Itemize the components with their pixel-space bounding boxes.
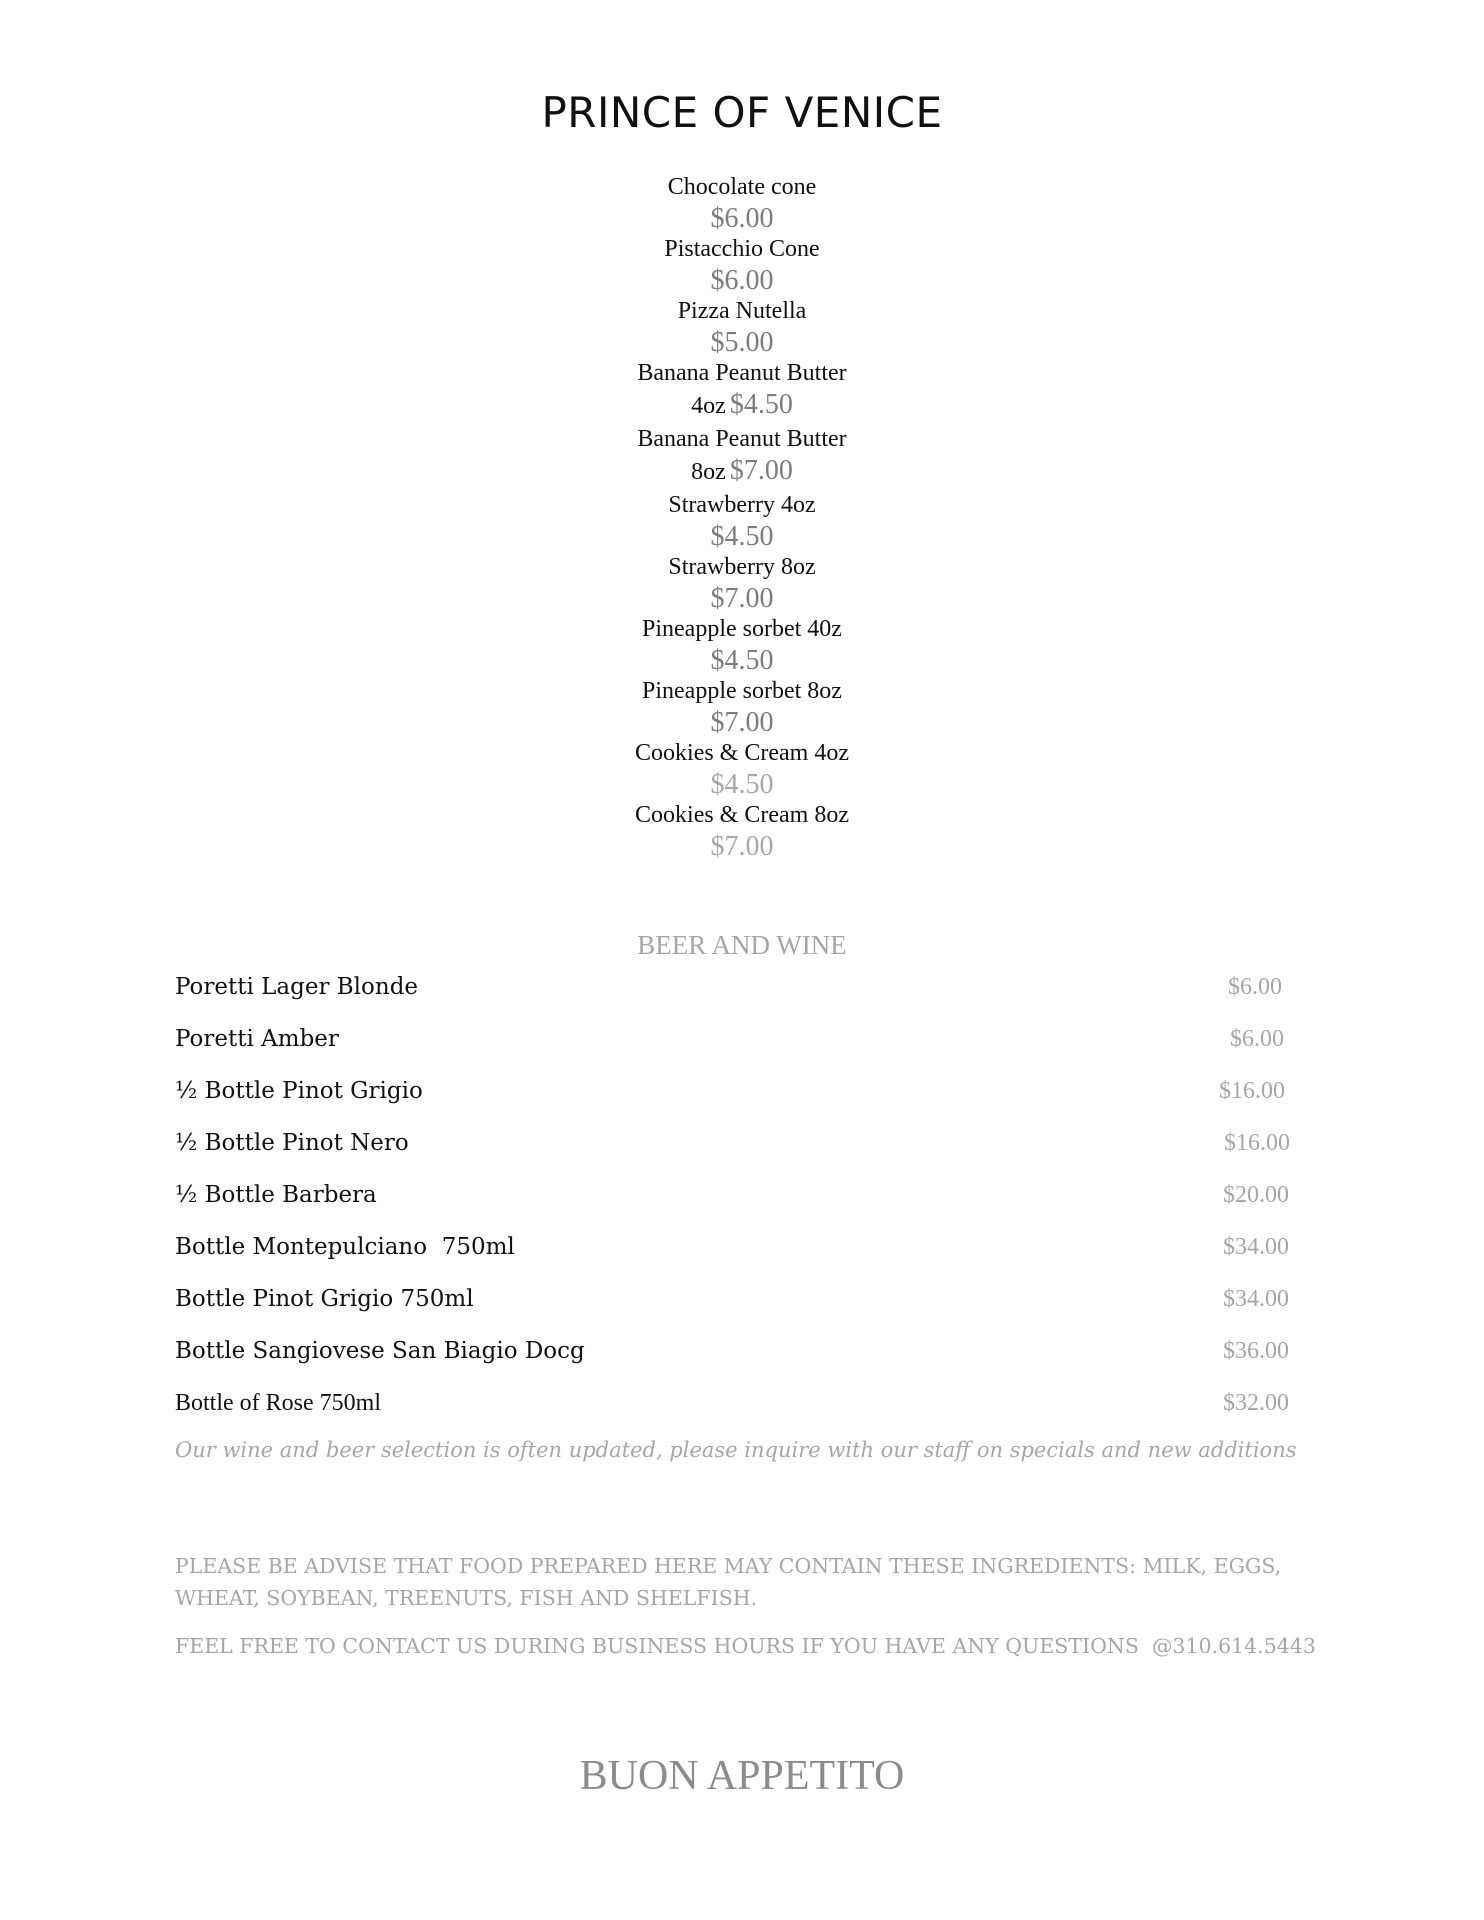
drink-name: ½ Bottle Pinot Nero [175,1130,409,1156]
drink-name: ½ Bottle Pinot Grigio [175,1078,423,1104]
list-item [175,1074,1310,1126]
drink-name: Poretti Lager Blonde [175,974,419,1000]
drink-price: $32.00 [1223,1390,1289,1416]
allergen-advisory: PLEASE BE ADVISE THAT FOOD PREPARED HERE MAY CONTAIN THESE INGREDIENTS: MILK, EGGS, WHEAT, SOYBEAN, TREENUTS, FISH AND SHELFISH. [175,1554,1282,1610]
closing-text: BUON APPETITO [579,1753,905,1799]
dessert-item [0,676,1484,738]
dessert-price: $6.00 [710,265,774,296]
dessert-price: $7.00 [710,707,774,738]
drink-price: $34.00 [1223,1234,1289,1260]
dessert-price: $5.00 [710,327,774,358]
dessert-price: $6.00 [710,203,774,234]
dessert-price: $7.00 [729,455,793,486]
list-item [175,1230,1310,1282]
drink-name: Bottle of Rose 750ml [175,1390,381,1416]
dessert-name: Banana Peanut Butter [637,360,847,386]
dessert-item [0,296,1484,358]
dessert-price: $4.50 [710,521,774,552]
dessert-item [0,424,1484,490]
dessert-name: Strawberry 8oz [668,554,816,580]
dessert-item [0,552,1484,614]
drink-price: $6.00 [1230,1026,1284,1052]
list-item [175,1022,1310,1074]
drink-price: $6.00 [1228,974,1282,1000]
list-item [175,1126,1310,1178]
list-item [175,970,1310,1022]
drink-name: Bottle Sangiovese San Biagio Docg [175,1338,585,1364]
list-item [175,1386,1310,1438]
drink-name: Bottle Montepulciano 750ml [175,1234,515,1260]
dessert-item [0,738,1484,800]
beer-wine-heading: BEER AND WINE [637,930,847,960]
dessert-item [0,800,1484,862]
dessert-list [0,172,1484,862]
dessert-price: $4.50 [729,389,793,420]
dessert-item [0,234,1484,296]
dessert-name: Cookies & Cream 8oz [635,802,849,828]
drink-price: $34.00 [1223,1286,1289,1312]
dessert-name: Pistacchio Cone [664,236,820,262]
dessert-name: Pizza Nutella [677,298,807,324]
dessert-item [0,614,1484,676]
dessert-name: Chocolate cone [667,174,817,200]
drink-price: $36.00 [1223,1338,1289,1364]
dessert-size: 4oz [691,393,726,419]
dessert-item [0,358,1484,424]
selection-note: Our wine and beer selection is often updated, please inquire with our staff on specials and new additions [175,1438,1297,1462]
dessert-name: Banana Peanut Butter [637,426,847,452]
drink-price: $16.00 [1224,1130,1290,1156]
list-item [175,1178,1310,1230]
dessert-price: $4.50 [710,645,774,676]
drink-name: Poretti Amber [175,1026,339,1052]
list-item [175,1334,1310,1386]
dessert-name: Cookies & Cream 4oz [635,740,849,766]
beer-wine-list [175,970,1310,1438]
dessert-item [0,172,1484,234]
dessert-item [0,490,1484,552]
dessert-price: $4.50 [710,769,774,800]
drink-price: $20.00 [1223,1182,1289,1208]
dessert-size: 8oz [691,459,726,485]
dessert-name: Pineapple sorbet 40z [642,616,842,642]
dessert-name: Pineapple sorbet 8oz [642,678,842,704]
dessert-price: $7.00 [710,583,774,614]
page-title: PRINCE OF VENICE [541,88,943,137]
dessert-price: $7.00 [710,831,774,862]
list-item [175,1282,1310,1334]
dessert-name: Strawberry 4oz [668,492,816,518]
drink-name: Bottle Pinot Grigio 750ml [175,1286,474,1312]
drink-price: $16.00 [1219,1078,1285,1104]
drink-name: ½ Bottle Barbera [175,1182,377,1208]
contact-info: FEEL FREE TO CONTACT US DURING BUSINESS HOURS IF YOU HAVE ANY QUESTIONS @310.614.5443 [175,1634,1316,1658]
